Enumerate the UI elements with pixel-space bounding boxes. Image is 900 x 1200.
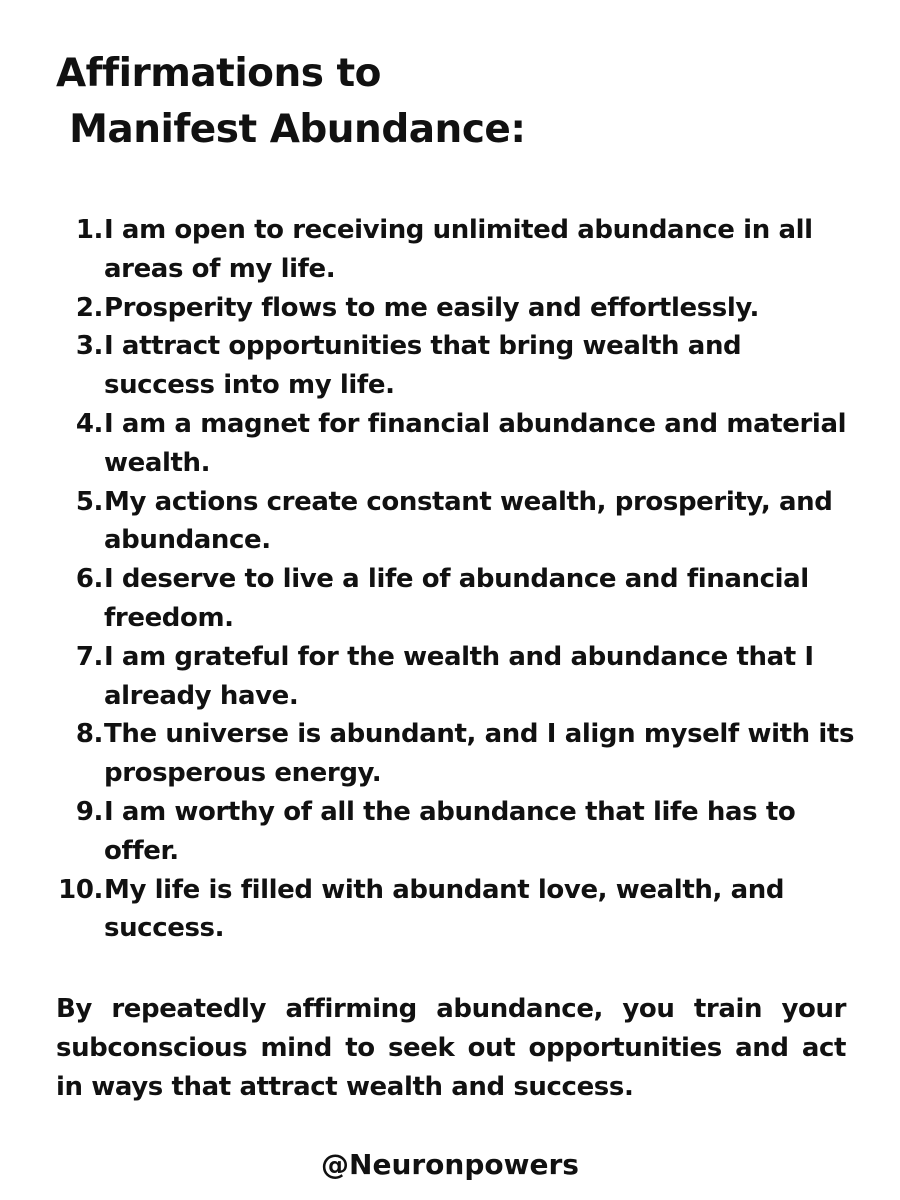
list-item-number: 9. <box>75 796 103 827</box>
list-item-number: 1. <box>75 215 103 245</box>
closing-paragraph: By repeatedly affirming abundance, you train your subconscious mind to seek out opportunities and act in ways that attract wealth and success. <box>56 994 846 1102</box>
list-item-number: 10. <box>58 874 103 905</box>
list-item <box>56 715 856 793</box>
list-item-number: 3. <box>75 331 103 362</box>
list-item-text: My life is filled with abundant love, wealth, and success. <box>104 874 785 944</box>
list-item <box>56 405 856 483</box>
list-item-text: I am open to receiving unlimited abundance in all areas of my life. <box>104 215 813 284</box>
list-item <box>56 871 856 949</box>
list-item-text: Prosperity flows to me easily and effortlessly. <box>104 292 759 323</box>
list-item <box>56 327 856 405</box>
list-item-number: 7. <box>75 641 103 672</box>
list-item <box>56 289 856 328</box>
title-line-1: Affirmations to <box>56 51 381 96</box>
list-item-text: The universe is abundant, and I align myself with its prosperous energy. <box>104 719 855 789</box>
list-item-number: 2. <box>75 292 103 323</box>
list-item-text: I deserve to live a life of abundance and financial freedom. <box>104 564 809 633</box>
list-item-number: 5. <box>75 486 103 517</box>
list-item-text: I am worthy of all the abundance that life has to offer. <box>104 796 796 866</box>
list-item-number: 8. <box>75 719 103 750</box>
list-item <box>56 793 856 871</box>
page-title <box>56 46 525 158</box>
list-item-text: I am a magnet for financial abundance and material wealth. <box>104 408 847 478</box>
list-item-text: I attract opportunities that bring wealth and success into my life. <box>104 331 742 401</box>
list-item-text: I am grateful for the wealth and abundance that I already have. <box>104 641 814 711</box>
list-item-number: 4. <box>75 408 103 439</box>
list-item <box>56 638 856 716</box>
list-item <box>56 211 856 289</box>
list-item-text: My actions create constant wealth, prosperity, and abundance. <box>104 486 833 556</box>
list-item <box>56 560 856 638</box>
affirmations-list <box>56 211 856 948</box>
social-handle: @Neuronpowers <box>321 1148 579 1181</box>
list-item <box>56 483 856 561</box>
list-item-number: 6. <box>75 564 103 595</box>
title-line-2: Manifest Abundance: <box>56 107 526 152</box>
